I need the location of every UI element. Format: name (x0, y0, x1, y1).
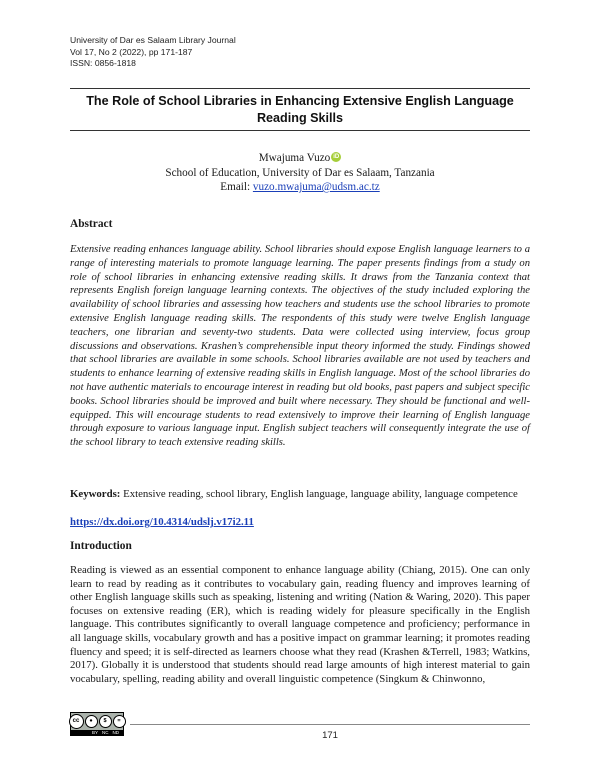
journal-name: University of Dar es Salaam Library Journal (70, 35, 236, 45)
introduction-text: Reading is viewed as an essential component to enhance language ability (Chiang, 2015). One can only learn to read by reading as it contributes to vocabulary gain, reading fluency and improves learning of other English language skills such as speaking, listening and writing (Nation & Waring, 2020). This paper focuses on extensive reading (ER), which is reading widely for pleasure specifically in the English language. This contributes significantly to overall language competence and proficiency; performance in all language skills, vocabulary growth and has a positive impact on grammar learning; it promotes reading fluency and speed; it is self-directed as learners choose what they read (Krashen &Terrell, 1983; Watkins, 2017). Globally it is understood that students should read large amounts of high interest material to gain vocabulary, spelling, reading ability and overall linguistic competence (Singkum & Chinwonno, (70, 564, 530, 685)
cc-nd-label: ND (112, 730, 119, 735)
cc-by-label: BY (91, 730, 98, 735)
footer-rule (130, 724, 530, 725)
author-email-link[interactable]: vuzo.mwajuma@udsm.ac.tz (252, 181, 380, 193)
title-bottom-rule (70, 130, 530, 131)
author-affiliation: School of Education, University of Dar es Salaam, Tanzania (165, 166, 435, 179)
journal-issn: ISSN: 0856-1818 (70, 58, 136, 68)
abstract-text: Extensive reading enhances language ability. School libraries should expose English language learners to a range of interesting materials to promote language learning. The paper presents findings from a study on role of school libraries in enhancing extensive reading skills. It draws from the Tanzania context that represents English foreign language learning contexts. The objectives of the study included exploring the availability of school libraries and assessing how teachers and students use the school libraries to promote extensive English language reading skills. The respondents of this study were twelve English language teachers, one librarian and seventy-two students. Data were collected using interview, focus group discussions and observations. Krashen’s comprehensible input theory informed the study. Findings showed that school libraries are available in some schools. School libraries available are not used by teachers and students to enhance learning of extensive reading skills in English language. Most of the school libraries do not have authentic materials to encourage interest in reading but old books, past papers and subject specific books. School libraries should be improved and built where necessary. They should be functional and well-equipped. This will encourage students to read extensively to improve their learning of English language through exposure to various language input. English subject teachers will consequently integrate the use of the school library to teach extensive reading skills. (70, 244, 530, 449)
abstract-heading: Abstract (70, 218, 113, 230)
cc-icon: cc (69, 714, 84, 729)
cc-license-badge[interactable] (70, 712, 124, 736)
orcid-icon[interactable]: iD (333, 154, 340, 160)
attribution-icon: ● (85, 715, 98, 728)
author-block (70, 151, 530, 195)
author-name: Mwajuma Vuzo (258, 152, 331, 164)
noncommercial-icon: $ (99, 715, 112, 728)
doi-link[interactable]: https://dx.doi.org/10.4314/udslj.v17i2.11 (70, 516, 254, 528)
cc-license-labels (71, 730, 123, 736)
page-number: 171 (322, 730, 338, 741)
journal-header (70, 35, 236, 70)
keywords-label: Keywords: (70, 488, 121, 500)
email-label: Email: (220, 181, 251, 193)
keywords (70, 488, 530, 502)
introduction-heading: Introduction (70, 540, 132, 552)
cc-nc-label: NC (102, 730, 109, 735)
article-title: The Role of School Libraries in Enhancing Extensive English Language Reading Skills (86, 94, 514, 125)
noderivatives-icon: = (113, 715, 126, 728)
keywords-text: Extensive reading, school library, English language, language ability, language competence (123, 488, 518, 500)
title-top-rule (70, 88, 530, 89)
journal-volume: Vol 17, No 2 (2022), pp 171-187 (70, 46, 193, 57)
